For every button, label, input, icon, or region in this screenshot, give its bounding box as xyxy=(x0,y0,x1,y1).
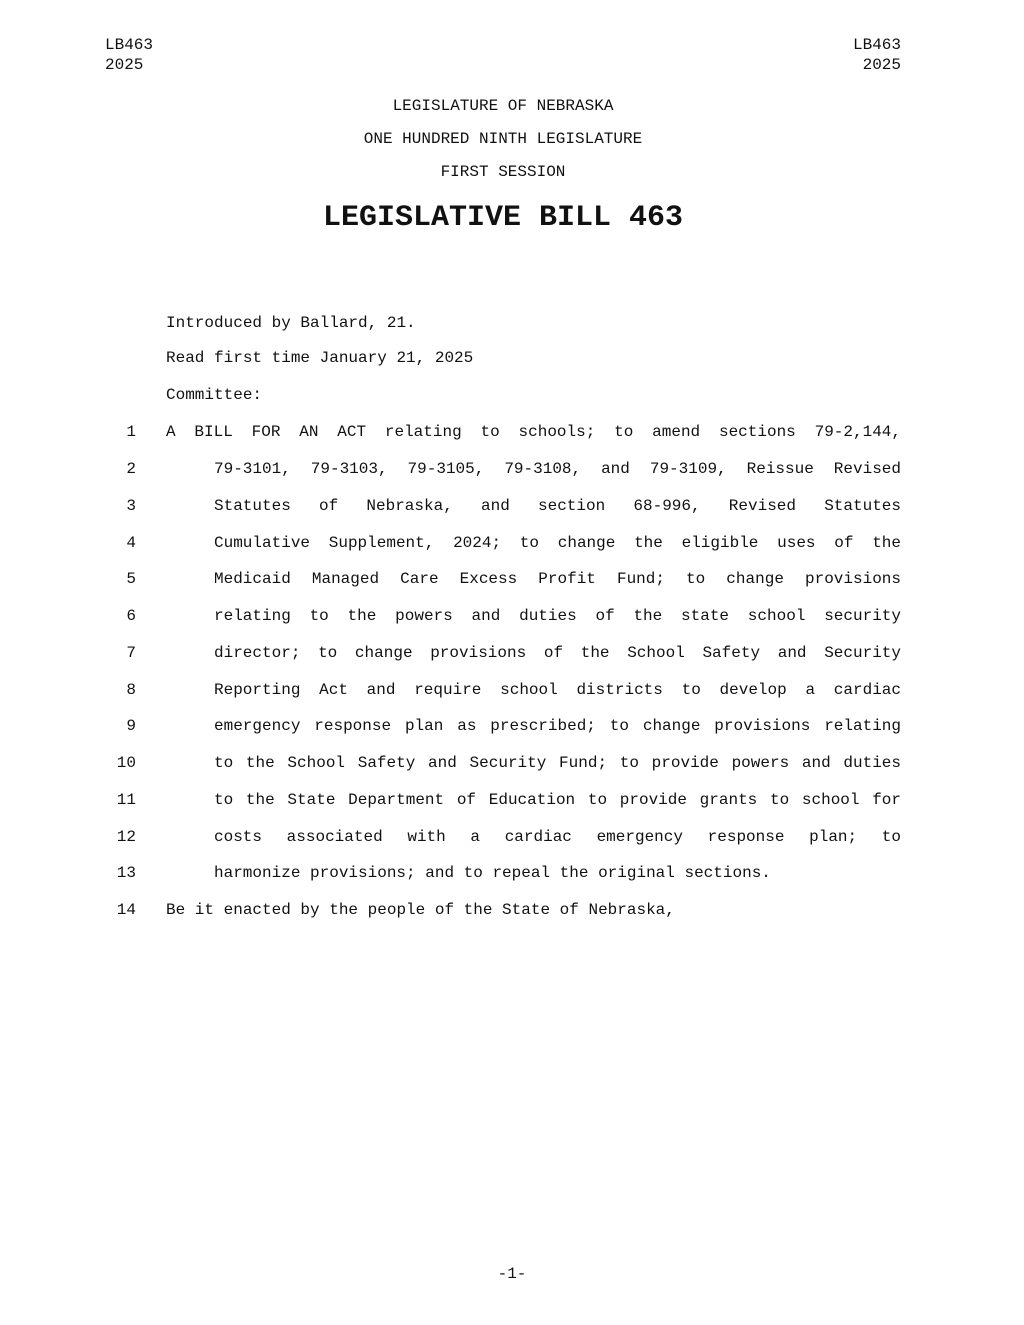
header-left xyxy=(105,35,153,75)
legislature-name: LEGISLATURE OF NEBRASKA xyxy=(392,97,614,115)
session-name: FIRST SESSION xyxy=(440,163,566,181)
legislature-number: ONE HUNDRED NINTH LEGISLATURE xyxy=(363,130,643,148)
bill-text-line: relating to the powers and duties of the state school security xyxy=(214,607,901,625)
line-number: 10 xyxy=(116,754,136,772)
line-number: 3 xyxy=(126,497,136,515)
line-number: 14 xyxy=(116,901,136,919)
page-number: -1- xyxy=(497,1265,527,1283)
bill-title: LEGISLATIVE BILL 463 xyxy=(322,201,684,235)
bill-text-line: Medicaid Managed Care Excess Profit Fund; to change provisions xyxy=(214,570,901,588)
line-number: 1 xyxy=(126,423,136,441)
line-number: 9 xyxy=(126,717,136,735)
read-first-time: Read first time January 21, 2025 xyxy=(166,349,474,367)
header-right xyxy=(853,35,901,75)
header-right-bill-number: LB463 xyxy=(852,36,901,54)
header-right-year: 2025 xyxy=(862,56,901,74)
line-number: 5 xyxy=(126,570,136,588)
header-left-bill-number: LB463 xyxy=(105,36,154,54)
line-number: 8 xyxy=(126,681,136,699)
header-left-year: 2025 xyxy=(105,56,144,74)
line-number: 4 xyxy=(126,534,136,552)
bill-text-line: to the State Department of Education to provide grants to school for xyxy=(214,791,901,809)
bill-text-line: to the School Safety and Security Fund; to provide powers and duties xyxy=(214,754,901,772)
bill-text-line: A BILL FOR AN ACT relating to schools; to amend sections 79-2,144, xyxy=(166,423,901,441)
bill-text-line: emergency response plan as prescribed; to change provisions relating xyxy=(214,717,901,735)
bill-text-line: 79-3101, 79-3103, 79-3105, 79-3108, and 79-3109, Reissue Revised xyxy=(214,460,901,478)
bill-text-line: Statutes of Nebraska, and section 68-996, Revised Statutes xyxy=(214,497,901,515)
line-number: 12 xyxy=(116,828,136,846)
enacting-clause: Be it enacted by the people of the State of Nebraska, xyxy=(166,901,675,919)
line-number: 6 xyxy=(126,607,136,625)
bill-text-line: Reporting Act and require school districts to develop a cardiac xyxy=(214,681,901,699)
bill-text-line: Cumulative Supplement, 2024; to change the eligible uses of the xyxy=(214,534,901,552)
line-number: 11 xyxy=(116,791,136,809)
line-number: 7 xyxy=(126,644,136,662)
bill-text-line: harmonize provisions; and to repeal the original sections. xyxy=(214,864,771,882)
bill-text-line: costs associated with a cardiac emergency response plan; to xyxy=(214,828,901,846)
introduced-by: Introduced by Ballard, 21. xyxy=(166,314,416,332)
bill-text-line: director; to change provisions of the School Safety and Security xyxy=(214,644,901,662)
line-number: 2 xyxy=(126,460,136,478)
line-number: 13 xyxy=(116,864,136,882)
committee-label: Committee: xyxy=(166,386,263,404)
